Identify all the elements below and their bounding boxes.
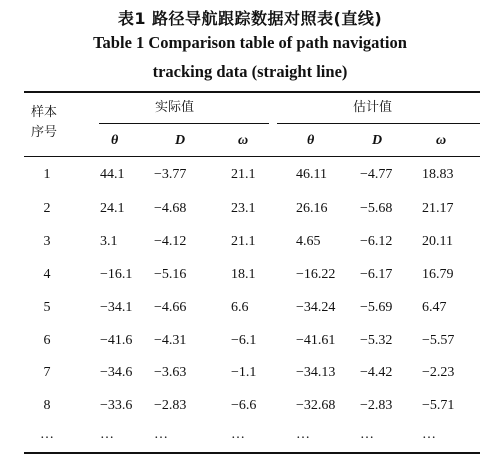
header-theta-estimated: θ: [307, 133, 315, 148]
cell-theta-actual: 3.1: [100, 234, 118, 249]
cell-omega-estimated: 21.17: [422, 201, 454, 216]
cell-d-estimated: −6.17: [360, 267, 393, 282]
table-caption-cn: 表1 路径导航跟踪数据对照表(直线): [117, 9, 383, 28]
table-top-rule: [24, 91, 480, 93]
cell-d-actual: …: [154, 427, 168, 442]
cell-d-estimated: −5.32: [360, 333, 393, 348]
cell-d-estimated: −4.77: [360, 167, 393, 182]
cell-omega-estimated: −5.71: [422, 398, 455, 413]
header-d-actual: D: [175, 133, 186, 148]
cell-sample-index: 6: [43, 333, 51, 348]
cell-d-actual: −3.63: [154, 365, 187, 380]
cell-theta-actual: −33.6: [100, 398, 133, 413]
cell-d-actual: −4.68: [154, 201, 187, 216]
cell-omega-estimated: 6.47: [422, 300, 447, 315]
cell-d-actual: −2.83: [154, 398, 187, 413]
cell-theta-estimated: 4.65: [296, 234, 321, 249]
cell-sample-index: 5: [43, 300, 51, 315]
table-caption-en-line1: Table 1 Comparison table of path navigation: [93, 33, 407, 52]
cell-theta-actual: −34.6: [100, 365, 133, 380]
cell-omega-estimated: 18.83: [422, 167, 454, 182]
cell-theta-actual: …: [100, 427, 114, 442]
cell-omega-estimated: 20.11: [422, 234, 453, 249]
cell-d-actual: −4.12: [154, 234, 187, 249]
cell-omega-estimated: −5.57: [422, 333, 455, 348]
cell-omega-actual: 21.1: [231, 234, 256, 249]
header-omega-actual: ω: [238, 133, 249, 148]
header-sample-label: 样本: [31, 105, 58, 120]
cell-d-actual: −4.31: [154, 333, 187, 348]
group-actual-underline: [99, 123, 269, 124]
cell-sample-index: 1: [43, 167, 51, 182]
cell-omega-actual: 18.1: [231, 267, 256, 282]
cell-sample-index: 7: [43, 365, 51, 380]
cell-d-estimated: −4.42: [360, 365, 393, 380]
cell-omega-actual: 21.1: [231, 167, 256, 182]
table-bottom-rule: [24, 452, 480, 454]
cell-theta-actual: −16.1: [100, 267, 133, 282]
cell-omega-estimated: 16.79: [422, 267, 454, 282]
cell-theta-estimated: −34.24: [296, 300, 336, 315]
cell-sample-index: …: [40, 427, 54, 442]
group-estimated-underline: [277, 123, 480, 124]
cell-omega-estimated: −2.23: [422, 365, 455, 380]
header-group-actual: 实际值: [155, 100, 195, 115]
cell-omega-actual: 23.1: [231, 201, 256, 216]
cell-d-estimated: …: [360, 427, 374, 442]
table-caption-en-line2: tracking data (straight line): [152, 62, 348, 81]
cell-omega-actual: …: [231, 427, 245, 442]
header-index-label: 序号: [31, 125, 58, 140]
cell-theta-estimated: −41.61: [296, 333, 336, 348]
cell-theta-estimated: …: [296, 427, 310, 442]
cell-d-actual: −3.77: [154, 167, 187, 182]
cell-theta-actual: −41.6: [100, 333, 133, 348]
cell-theta-estimated: −32.68: [296, 398, 336, 413]
cell-omega-actual: −6.1: [231, 333, 257, 348]
cell-theta-estimated: −34.13: [296, 365, 336, 380]
cell-d-estimated: −5.69: [360, 300, 393, 315]
cell-d-actual: −4.66: [154, 300, 187, 315]
header-omega-estimated: ω: [436, 133, 447, 148]
cell-theta-actual: 24.1: [100, 201, 125, 216]
cell-d-actual: −5.16: [154, 267, 187, 282]
cell-sample-index: 8: [43, 398, 51, 413]
cell-sample-index: 3: [43, 234, 51, 249]
cell-theta-estimated: −16.22: [296, 267, 336, 282]
header-d-estimated: D: [372, 133, 383, 148]
cell-omega-actual: 6.6: [231, 300, 249, 315]
cell-omega-actual: −1.1: [231, 365, 257, 380]
table-header-rule: [24, 156, 480, 157]
cell-d-estimated: −5.68: [360, 201, 393, 216]
cell-theta-actual: −34.1: [100, 300, 133, 315]
cell-sample-index: 2: [43, 201, 51, 216]
cell-omega-actual: −6.6: [231, 398, 257, 413]
cell-omega-estimated: …: [422, 427, 436, 442]
cell-theta-actual: 44.1: [100, 167, 125, 182]
header-group-estimated: 估计值: [353, 100, 393, 115]
cell-theta-estimated: 46.11: [296, 167, 327, 182]
cell-d-estimated: −6.12: [360, 234, 393, 249]
cell-sample-index: 4: [43, 267, 51, 282]
cell-d-estimated: −2.83: [360, 398, 393, 413]
cell-theta-estimated: 26.16: [296, 201, 328, 216]
header-theta-actual: θ: [111, 133, 119, 148]
